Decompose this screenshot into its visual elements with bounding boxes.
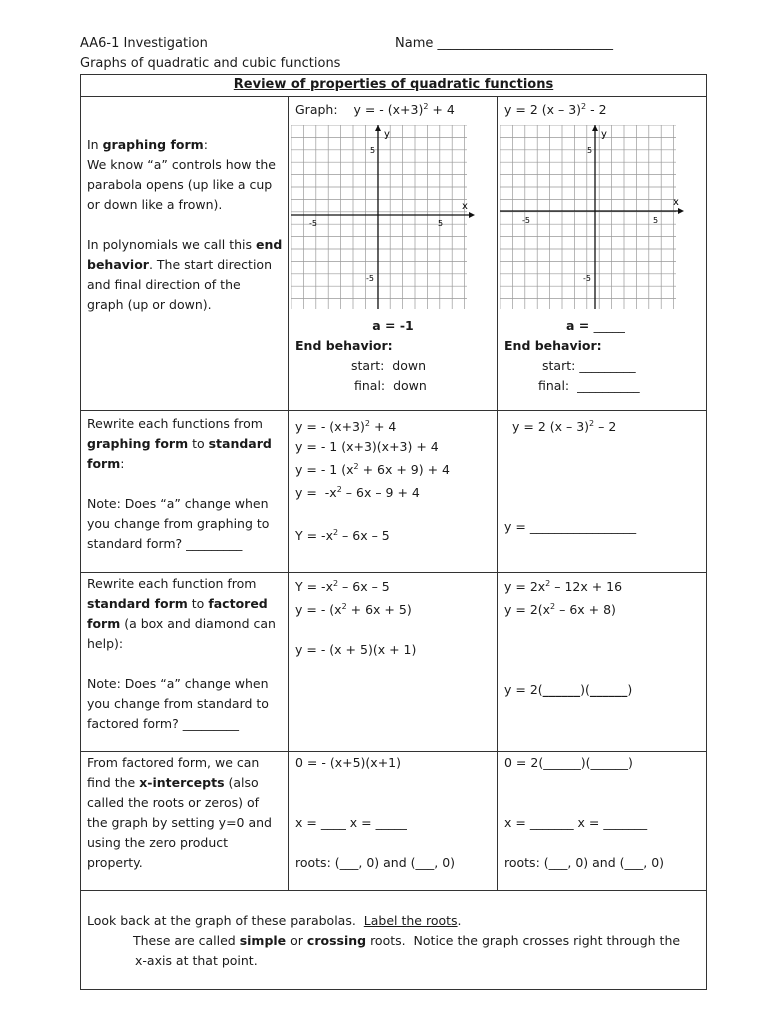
y-axis-label: y — [384, 129, 390, 140]
end-behavior-label: End behavior: — [295, 338, 393, 353]
name-label: Name — [395, 36, 438, 51]
review-table — [80, 74, 707, 990]
graph1-coordinate-grid[interactable] — [291, 125, 475, 315]
footer-note: Look back at the graph of these parabolas. Label the roots. These are called simple or crossing roots. Notice the graph crosses right through the x-axis at that point. — [87, 913, 681, 968]
name-field[interactable] — [395, 36, 613, 52]
x-values-blank[interactable]: x = _______ x = _______ — [504, 815, 648, 830]
x-axis-arrow-icon — [678, 208, 684, 214]
end-behavior-label: End behavior: — [504, 338, 602, 353]
label-roots-instruction: Label the roots — [363, 913, 458, 928]
column-divider — [497, 96, 498, 890]
x-axis-label: x — [673, 197, 679, 208]
row-divider — [81, 890, 706, 891]
factored-form-work-2: $y = 2x^2 - 12x + 16$ $y = 2(x^2 - 6x + 8)$ y = 2(______)(______) — [504, 574, 700, 700]
standard-form-answer-blank[interactable]: y = _________________ — [504, 519, 637, 535]
y-tick-label: 5 — [370, 146, 376, 155]
factored-form-work-1: $Y = -x^2 - 6x - 5$ y = - $(x^2 + 6x + 5)$ y = - (x + 5)(x + 1) — [295, 579, 417, 658]
standard-form-instructions: Rewrite each functions from graphing form to standard form: Note: Does “a” change when you change from graphing to standard form? _________ — [87, 414, 283, 554]
x-tick-label: 5 — [653, 216, 659, 225]
y-tick-label: -5 — [583, 274, 591, 283]
row-divider — [81, 572, 706, 573]
course-title: AA6-1 Investigation — [80, 36, 208, 51]
y-tick-label: -5 — [366, 274, 374, 283]
factored-form-instructions: Rewrite each function from standard form to factored form (a box and diamond can help): Note: Does “a” change when you change from standard to factored form? _________ — [87, 574, 283, 734]
name-blank[interactable]: ___________________________ — [437, 36, 613, 51]
note-answer-blank[interactable]: standard form? _________ — [87, 536, 243, 551]
graphing-form-description: In graphing form: We know “a” controls how the parabola opens (up like a cup or down like a frown). In polynomials we call this end behavior. The start direction and final direction of the graph (up or down). — [87, 137, 283, 312]
y-axis-arrow-icon — [592, 125, 598, 131]
roots-blank[interactable]: roots: (___, 0) and (___, 0) — [295, 855, 456, 870]
graph2-coordinate-grid[interactable] — [500, 125, 684, 315]
factored-answer[interactable]: y = 2(______)(______) — [504, 682, 633, 698]
grid-lines — [291, 125, 467, 309]
column-divider — [288, 96, 289, 890]
a-value: a = -1 — [372, 318, 414, 333]
row-divider — [81, 410, 706, 411]
x-tick-label: -5 — [309, 219, 317, 228]
graph2-equation: y = 2 (x – 3)$^2$ - 2 — [504, 102, 607, 118]
standard-form-work-1: y = - $(x+3)^2 + 4$ y = - 1 (x+3)(x+3) + 4 y = - 1 $(x^2 + 6x + 9) + 4$ $y = -x^2 - 6x - 9 + 4$ $Y = -x^2 - 6x - 5$ — [295, 419, 451, 544]
x-intercepts-instructions: From factored form, we can find the x-intercepts (also called the roots or zeros) of the graph by setting y=0 and using the zero product property. — [87, 755, 272, 870]
roots-work-2: 0 = 2(______)(______) x = _______ x = _______ roots: (___, 0) and (___, 0) — [504, 753, 700, 873]
roots-work-1: 0 = - (x+5)(x+1) x = ____ x = _____ roots: (___, 0) and (___, 0) — [295, 753, 491, 873]
worksheet-subtitle: Graphs of quadratic and cubic functions — [80, 56, 341, 71]
start-blank[interactable]: _________ — [579, 358, 636, 373]
table-title: Review of properties of quadratic functions — [233, 77, 554, 92]
roots-blank[interactable]: roots: (___, 0) and (___, 0) — [504, 855, 665, 870]
y-tick-label: 5 — [587, 146, 593, 155]
y-axis-label: y — [601, 129, 607, 140]
final-blank[interactable]: __________ — [577, 378, 640, 393]
graph1-equation: Graph: y = - $(x+3)^2 + 4$ — [295, 102, 455, 118]
x-values-blank[interactable]: x = ____ x = _____ — [295, 815, 407, 830]
graph1-answers: a = -1 End behavior: start: down final: down — [295, 316, 491, 396]
x-axis-label: x — [462, 201, 468, 212]
note-answer-blank[interactable]: factored form? _________ — [87, 716, 239, 731]
row-divider — [81, 751, 706, 752]
a-value-blank[interactable]: _____ — [593, 318, 625, 333]
y-axis-arrow-icon — [375, 125, 381, 131]
x-tick-label: -5 — [522, 216, 530, 225]
x-axis-arrow-icon — [469, 212, 475, 218]
graph2-answers: a = _____ End behavior: start: _________ final: __________ — [504, 316, 700, 396]
x-tick-label: 5 — [438, 219, 444, 228]
standard-form-work-2: y = 2 (x – 3)$^2$ – 2 y = _________________ — [504, 414, 700, 537]
